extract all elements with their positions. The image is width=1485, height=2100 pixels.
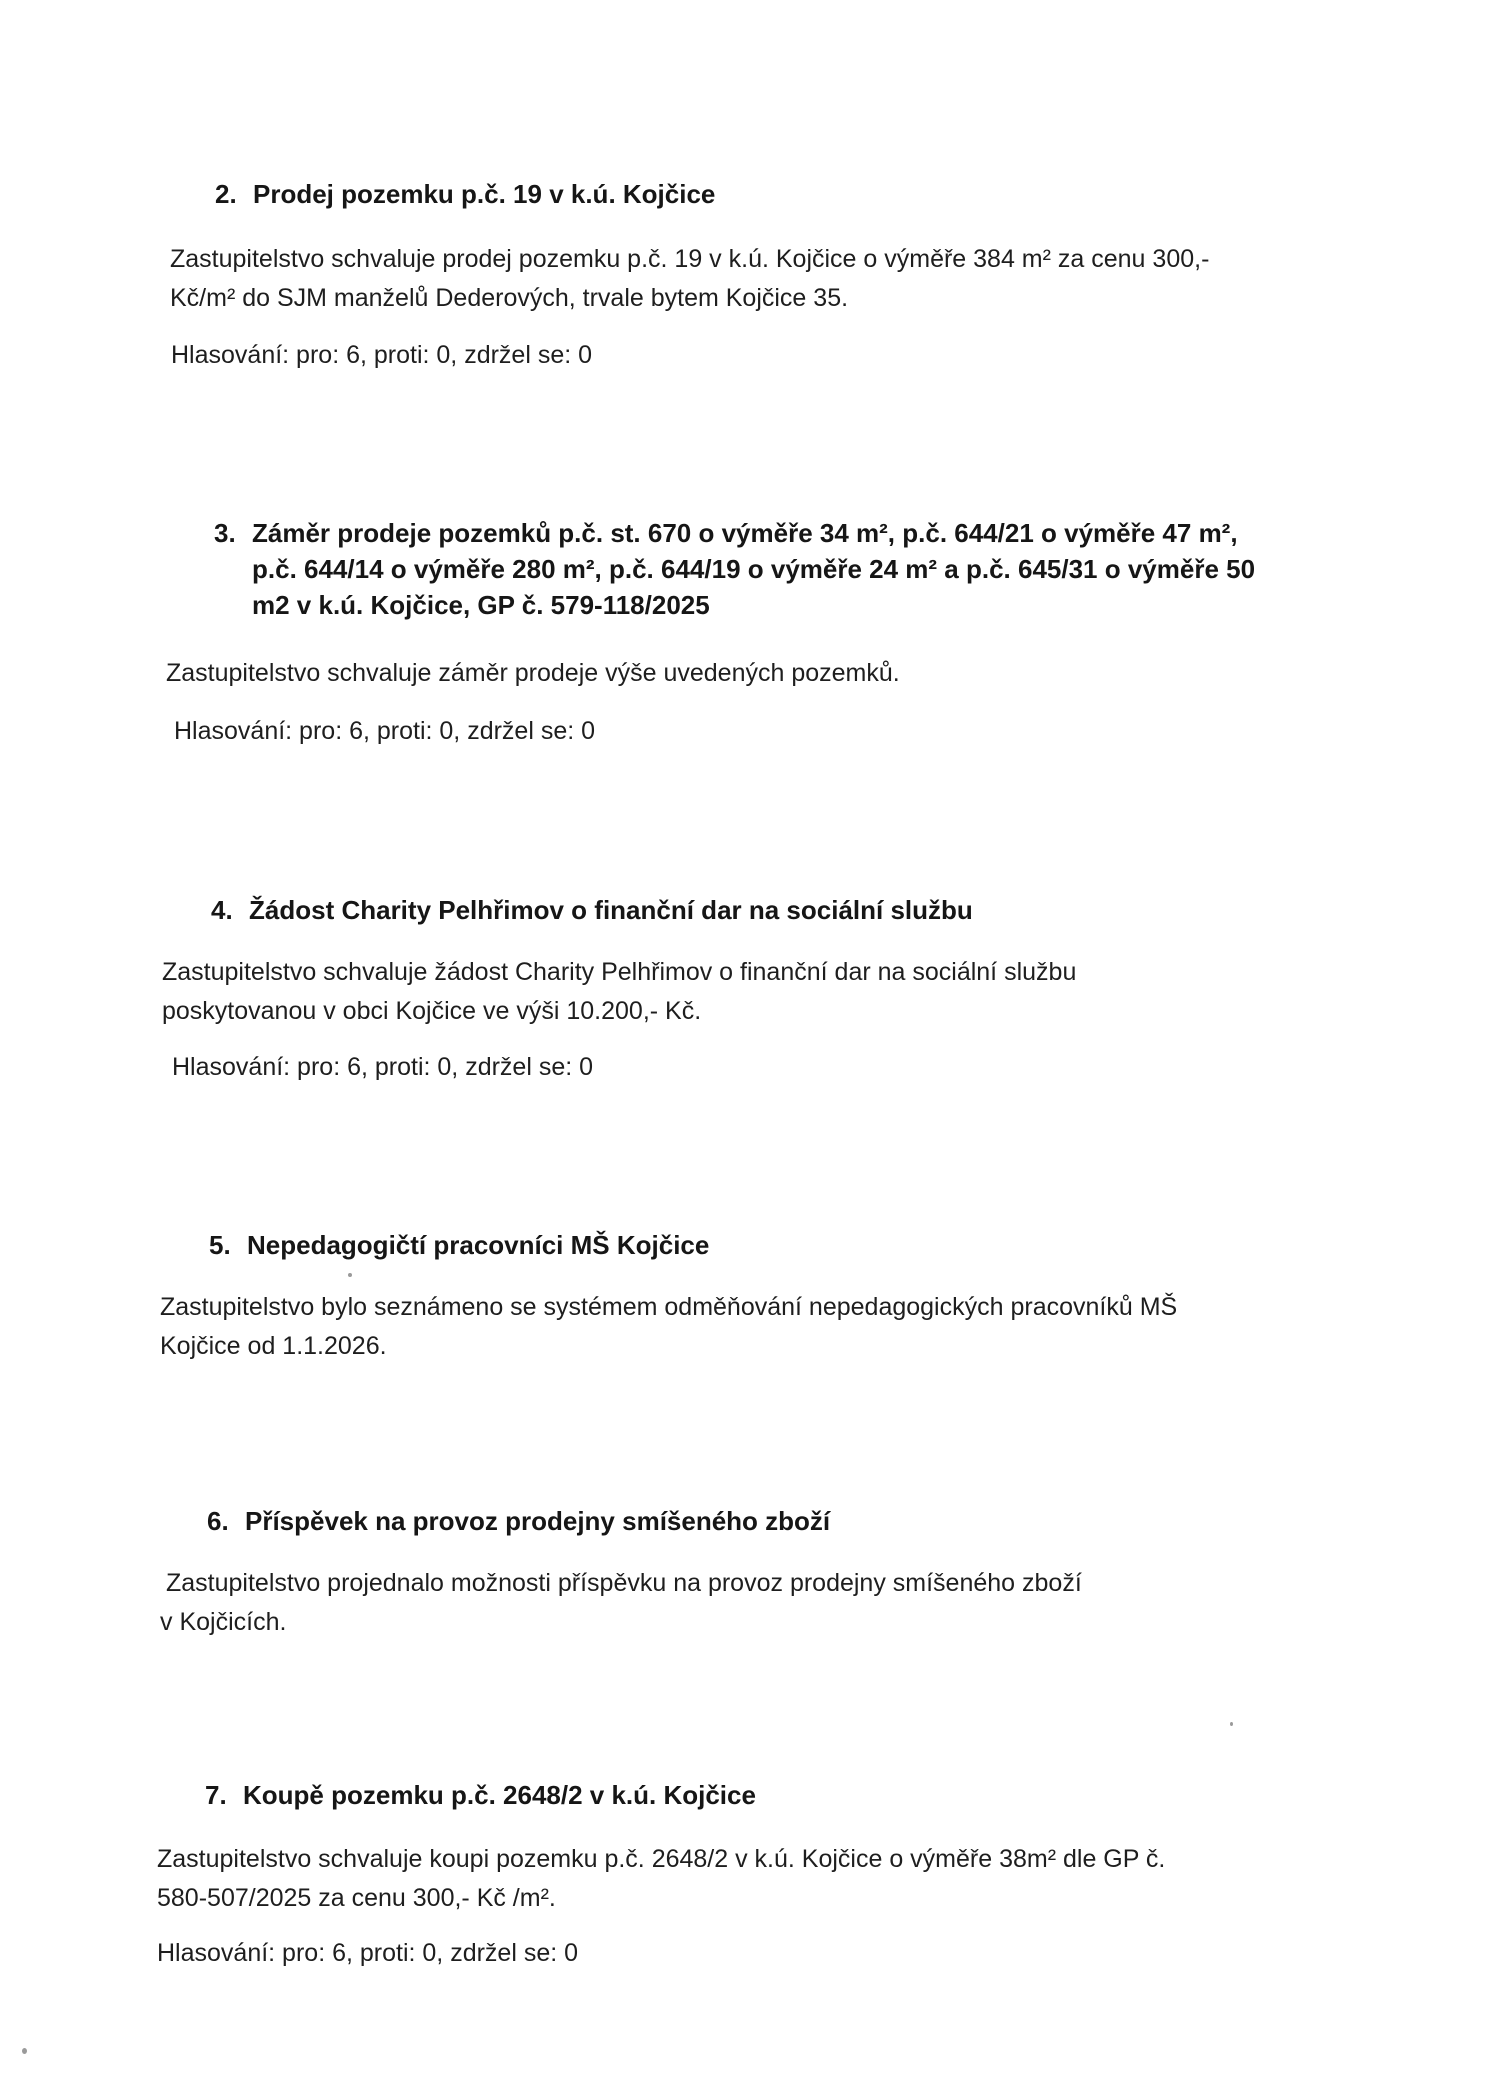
resolution-line: 580-507/2025 za cenu 300,- Kč /m². bbox=[157, 1884, 556, 1912]
resolution-text bbox=[160, 1564, 1082, 1642]
item-title: Prodej pozemku p.č. 19 v k.ú. Kojčice bbox=[253, 179, 716, 209]
item-number: 2. bbox=[215, 179, 237, 209]
item-number: 3. bbox=[214, 518, 236, 548]
item-heading bbox=[214, 515, 1314, 623]
vote-result: Hlasování: pro: 6, proti: 0, zdržel se: 0 bbox=[171, 341, 593, 369]
item-title-line: p.č. 644/14 o výměře 280 m², p.č. 644/19 o výměře 24 m² a p.č. 645/31 o výměře 50 bbox=[252, 554, 1256, 584]
item-number: 7. bbox=[205, 1780, 227, 1810]
item-heading bbox=[205, 1777, 756, 1813]
vote-result: Hlasování: pro: 6, proti: 0, zdržel se: 0 bbox=[157, 1939, 579, 1967]
item-title: Žádost Charity Pelhřimov o finanční dar na sociální službu bbox=[249, 895, 973, 925]
item-heading bbox=[215, 176, 715, 212]
resolution-line: Kojčice od 1.1.2026. bbox=[160, 1332, 387, 1360]
item-title: Koupě pozemku p.č. 2648/2 v k.ú. Kojčice bbox=[243, 1780, 756, 1810]
resolution-line: Kč/m² do SJM manželů Dederových, trvale bytem Kojčice 35. bbox=[170, 284, 849, 312]
item-title-line: Záměr prodeje pozemků p.č. st. 670 o výměře 34 m², p.č. 644/21 o výměře 47 m², bbox=[252, 518, 1238, 548]
resolution-line: Zastupitelstvo bylo seznámeno se systémem odměňování nepedagogických pracovníků MŠ bbox=[160, 1293, 1178, 1321]
item-number: 5. bbox=[209, 1230, 231, 1260]
vote-result: Hlasování: pro: 6, proti: 0, zdržel se: 0 bbox=[174, 717, 596, 745]
resolution-text bbox=[170, 240, 1209, 318]
item-heading bbox=[211, 892, 973, 928]
resolution-line: Zastupitelstvo schvaluje prodej pozemku p.č. 19 v k.ú. Kojčice o výměře 384 m² za cenu 300,- bbox=[170, 245, 1210, 273]
item-number: 4. bbox=[211, 895, 233, 925]
item-title-line: m2 v k.ú. Kojčice, GP č. 579-118/2025 bbox=[252, 590, 710, 620]
resolution-text bbox=[160, 1288, 1177, 1366]
resolution-line: Zastupitelstvo schvaluje záměr prodeje výše uvedených pozemků. bbox=[166, 659, 900, 687]
resolution-line: Zastupitelstvo projednalo možnosti příspěvku na provoz prodejny smíšeného zboží bbox=[166, 1569, 1082, 1597]
scan-speck bbox=[348, 1273, 352, 1277]
resolution-text bbox=[162, 953, 1076, 1031]
resolution-line: poskytovanou v obci Kojčice ve výši 10.200,- Kč. bbox=[162, 997, 702, 1025]
resolution-line: Zastupitelstvo schvaluje žádost Charity Pelhřimov o finanční dar na sociální službu bbox=[162, 958, 1077, 986]
item-title: Příspěvek na provoz prodejny smíšeného zboží bbox=[245, 1506, 831, 1536]
resolution-text bbox=[157, 1840, 1165, 1918]
scan-speck bbox=[1230, 1722, 1233, 1726]
item-heading bbox=[209, 1227, 709, 1263]
vote-result: Hlasování: pro: 6, proti: 0, zdržel se: 0 bbox=[172, 1053, 594, 1081]
item-title: Nepedagogičtí pracovníci MŠ Kojčice bbox=[247, 1230, 710, 1260]
resolution-line: Zastupitelstvo schvaluje koupi pozemku p.č. 2648/2 v k.ú. Kojčice o výměře 38m² dle GP č. bbox=[157, 1845, 1166, 1873]
item-heading bbox=[207, 1503, 830, 1539]
item-number: 6. bbox=[207, 1506, 229, 1536]
item-title bbox=[252, 515, 1314, 623]
resolution-text bbox=[166, 654, 900, 693]
resolution-line: v Kojčicích. bbox=[160, 1608, 287, 1636]
scan-speck bbox=[22, 2048, 27, 2054]
